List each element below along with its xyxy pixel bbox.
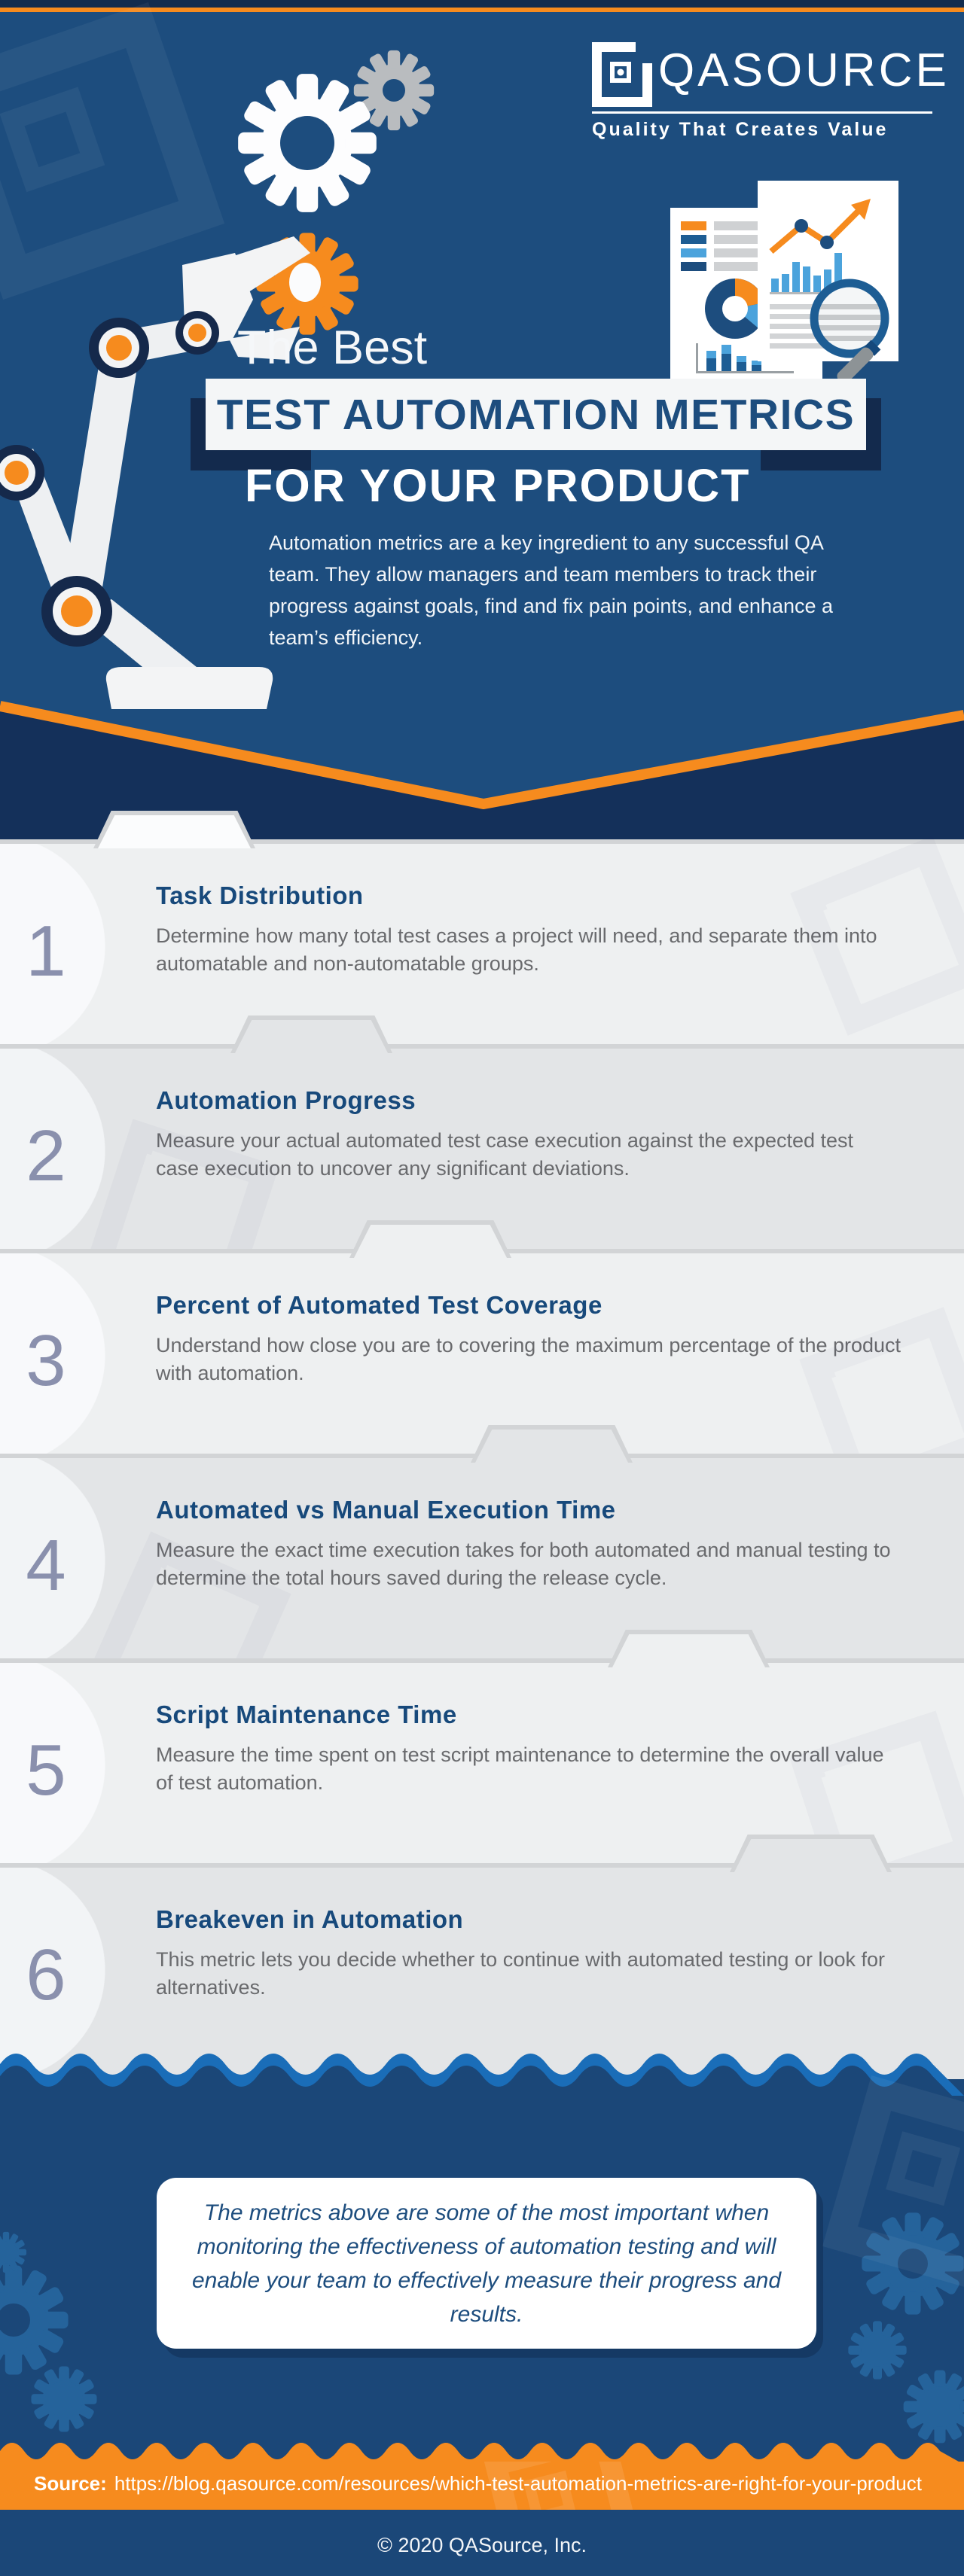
metric-description: Understand how close you are to covering the maximum percentage of the product with automation.: [156, 1334, 901, 1384]
metric-description: Measure the time spent on test script maintenance to determine the overall value of test automation.: [156, 1743, 884, 1794]
section-tab: [730, 1835, 892, 1872]
metric-section-5: [0, 1658, 964, 1863]
section-tab: [608, 1630, 770, 1667]
magnifier-icon: [814, 283, 885, 382]
title-banner: [206, 379, 866, 450]
metric-description: This metric lets you decide whether to continue with automated testing or look for alternatives.: [156, 1948, 885, 1999]
header-pretitle: The Best: [237, 321, 428, 374]
metric-section-2: [0, 1044, 964, 1249]
metric-number: 3: [26, 1320, 66, 1401]
donut-chart-icon: [705, 279, 765, 339]
section-tab: [349, 1220, 511, 1258]
metric-title: Task Distribution: [156, 882, 364, 909]
metric-number: 5: [26, 1730, 66, 1810]
orange-wave-edge: [0, 2439, 964, 2465]
source-url[interactable]: https://blog.qasource.com/resources/which-test-automation-metrics-are-right-for-your-product: [114, 2472, 922, 2495]
section-tab: [93, 811, 255, 848]
source-line: [34, 2472, 949, 2495]
metric-title: Breakeven in Automation: [156, 1905, 464, 1933]
metric-section-4: [0, 1454, 964, 1658]
callout-box: [157, 2178, 816, 2349]
subtitle: FOR YOUR PRODUCT: [245, 460, 751, 511]
analytics-documents-illustration: [669, 179, 898, 382]
metric-title: Automation Progress: [156, 1086, 416, 1114]
qasource-logo-mark-icon: [592, 42, 652, 107]
section-tab: [230, 1015, 392, 1053]
metric-section-1: [0, 839, 964, 1044]
metric-description: Determine how many total test cases a project will need, and separate them into automatable and non-automatable groups.: [156, 924, 877, 975]
logo-wordmark: QASOURCE: [658, 44, 950, 96]
source-label: Source:: [34, 2472, 107, 2495]
metric-title: Automated vs Manual Execution Time: [156, 1496, 616, 1524]
metric-description: Measure the exact time execution takes for both automated and manual testing to determine the total hours saved during the release cycle.: [156, 1539, 891, 1589]
metric-number: 1: [26, 911, 66, 991]
intro-paragraph: Automation metrics are a key ingredient to any successful QA team. They allow managers and team members to track their progress against goals, find and fix pain points, and enhance a team’s efficiency.: [269, 531, 834, 649]
robot-pedestal: [106, 667, 273, 709]
metric-section-3: [0, 1249, 964, 1454]
copyright: © 2020 QASource, Inc.: [377, 2534, 587, 2556]
metric-number: 4: [26, 1525, 66, 1606]
metric-title: Percent of Automated Test Coverage: [156, 1291, 602, 1319]
metric-number: 2: [26, 1116, 66, 1196]
metric-section-6: [0, 1863, 964, 2079]
metrics-list: [0, 839, 964, 2079]
section-tab: [471, 1425, 633, 1463]
metric-title: Script Maintenance Time: [156, 1701, 457, 1728]
metric-description: Measure your actual automated test case execution against the expected test case execution to uncover any significant deviations.: [156, 1129, 854, 1180]
logo-tagline: Quality That Creates Value: [592, 119, 889, 140]
metric-number: 6: [26, 1935, 66, 2015]
main-title: TEST AUTOMATION METRICS: [216, 390, 856, 439]
logo-underline: [592, 111, 932, 114]
callout-text: The metrics above are some of the most important when monitoring the effectiveness of automation testing and will enable your team to effectively measure their progress and results.: [191, 2200, 782, 2327]
